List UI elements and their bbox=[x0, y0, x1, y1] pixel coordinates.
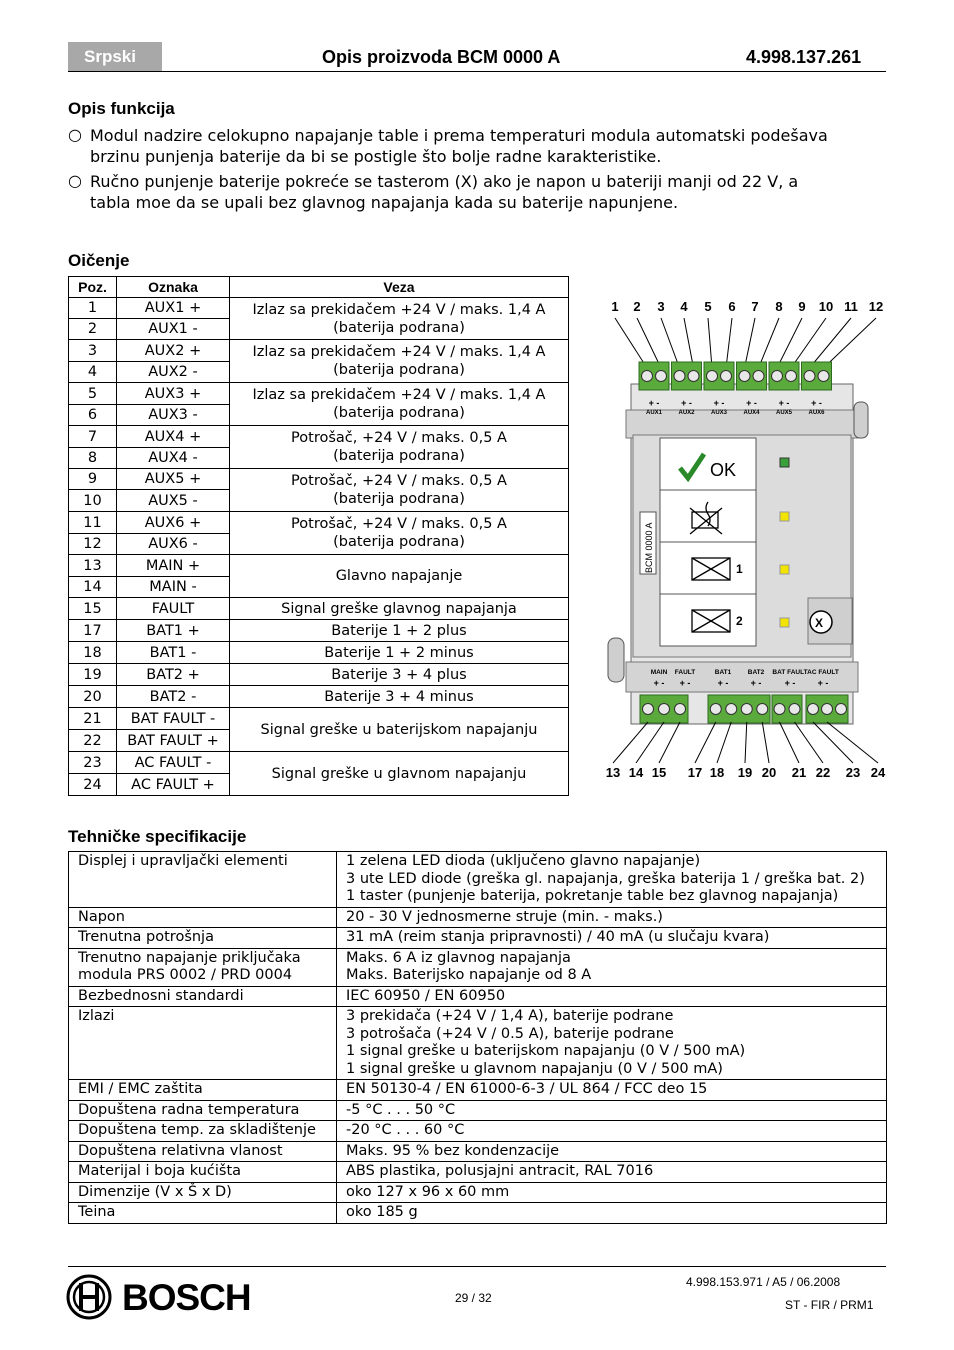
spec-row bbox=[69, 1162, 887, 1183]
position-cell: 4 bbox=[69, 362, 117, 383]
table-row bbox=[69, 598, 569, 620]
label-cell: AC FAULT - bbox=[117, 752, 230, 774]
bullet-line: Modul nadzire celokupno napajanje table i prema temperaturi modula automatski podešava bbox=[90, 126, 828, 145]
terminal-number: 17 bbox=[687, 765, 703, 780]
table-row bbox=[69, 512, 569, 534]
connection-cell bbox=[230, 555, 569, 598]
connection-line: (baterija podrana) bbox=[333, 362, 465, 378]
label-cell: AUX1 - bbox=[117, 319, 230, 340]
connection-line: Izlaz sa prekidačem +24 V / maks. 1,4 A bbox=[252, 387, 546, 403]
label-cell: AUX4 + bbox=[117, 426, 230, 448]
leader-line bbox=[726, 318, 732, 368]
connection-line: (baterija podrana) bbox=[333, 448, 465, 464]
spec-value-cell bbox=[337, 1141, 887, 1162]
spec-row bbox=[69, 1141, 887, 1162]
screw-icon bbox=[772, 371, 783, 382]
terminal-label: AUX3 bbox=[710, 410, 728, 416]
spec-value-line: oko 185 g bbox=[346, 1204, 418, 1220]
label-cell: AUX5 - bbox=[117, 490, 230, 512]
terminal-label: AUX2 bbox=[678, 410, 695, 416]
connection-line: Signal greške u glavnom napajanju bbox=[271, 765, 527, 782]
spec-value-line: oko 127 x 96 x 60 mm bbox=[346, 1183, 510, 1200]
spec-value-line: 3 prekidača (+24 V / 1,4 A), baterije podrane bbox=[346, 1008, 674, 1024]
terminal-number: 7 bbox=[751, 299, 759, 314]
connection-line: Baterije 1 + 2 minus bbox=[324, 644, 474, 661]
leader-line bbox=[615, 318, 647, 368]
terminal-number: 19 bbox=[737, 765, 753, 780]
screw-icon bbox=[643, 704, 654, 715]
mains-fault-led bbox=[780, 512, 789, 521]
bullet-line: Ručno punjenje baterije pokreće se tasterom (X) ako je napon u bateriji manji od 22 V, a bbox=[90, 172, 799, 191]
position-cell: 20 bbox=[69, 686, 117, 708]
screw-icon bbox=[710, 704, 721, 715]
bosch-logo bbox=[66, 1274, 276, 1326]
terminal-number: 5 bbox=[704, 299, 712, 314]
spec-row bbox=[69, 928, 887, 949]
spec-key-cell bbox=[69, 1080, 337, 1101]
polarity-label: + - bbox=[648, 398, 660, 408]
connection-line: (baterija podrana) bbox=[333, 534, 465, 550]
connection-line: Potrošač, +24 V / maks. 0,5 A bbox=[291, 516, 507, 532]
spec-row bbox=[69, 1100, 887, 1121]
label-cell: BAT FAULT - bbox=[117, 708, 230, 730]
spec-key-cell bbox=[69, 1162, 337, 1183]
spec-row bbox=[69, 986, 887, 1007]
spec-row bbox=[69, 1121, 887, 1142]
ok-label: OK bbox=[710, 460, 737, 480]
spec-value-line: 1 zelena LED dioda (uključeno glavno napajanje) bbox=[346, 853, 701, 869]
function-bullet-2 bbox=[68, 171, 888, 215]
spec-key-cell bbox=[69, 1141, 337, 1162]
spec-value-cell bbox=[337, 1007, 887, 1080]
spec-value-line: EN 50130-4 / EN 61000-6-3 / UL 864 / FCC deo 15 bbox=[346, 1081, 708, 1097]
document-reference: 4.998.153.971 / A5 / 06.2008 bbox=[686, 1275, 841, 1289]
leader-line bbox=[827, 722, 878, 763]
table-row bbox=[69, 340, 569, 362]
connection-cell bbox=[230, 426, 569, 469]
polarity-label: + - bbox=[746, 398, 757, 408]
connection-line: Potrošač, +24 V / maks. 0,5 A bbox=[291, 430, 507, 446]
spec-value-line: 31 mA (reim stanja pripravnosti) / 40 mA (u slučaju kvara) bbox=[346, 929, 770, 945]
position-cell: 23 bbox=[69, 752, 117, 774]
label-cell: AUX3 + bbox=[117, 383, 230, 405]
spec-key-line: Materijal i boja kućišta bbox=[78, 1163, 242, 1179]
terminal-number: 22 bbox=[815, 765, 831, 780]
table-row bbox=[69, 469, 569, 490]
screw-icon bbox=[642, 371, 653, 382]
label-cell: AUX6 + bbox=[117, 512, 230, 534]
leader-line bbox=[684, 318, 694, 368]
terminal-number: 9 bbox=[798, 299, 806, 314]
charge-button-label: X bbox=[815, 616, 824, 630]
spec-value-cell bbox=[337, 1100, 887, 1121]
spec-row bbox=[69, 1203, 887, 1224]
connection-line: (baterija podrana) bbox=[333, 405, 465, 421]
bullet-line: brzinu punjenja baterije da bi se postigle što bolje radne karakteristike. bbox=[90, 147, 662, 166]
spec-key-cell bbox=[69, 928, 337, 949]
position-cell: 19 bbox=[69, 664, 117, 686]
spec-value-line: Maks. 6 A iz glavnog napajanja bbox=[346, 949, 571, 966]
table-header-row bbox=[69, 277, 569, 298]
position-cell: 18 bbox=[69, 642, 117, 664]
specs-table bbox=[68, 851, 887, 1224]
function-bullet-1 bbox=[68, 125, 888, 169]
spec-row bbox=[69, 1182, 887, 1203]
position-cell: 24 bbox=[69, 774, 117, 796]
power-led bbox=[780, 458, 789, 467]
position-cell: 7 bbox=[69, 426, 117, 448]
wiring-table bbox=[68, 276, 569, 796]
leader-line bbox=[791, 318, 826, 368]
terminal-number: 3 bbox=[657, 299, 665, 314]
terminal-label: MAIN bbox=[650, 669, 668, 676]
table-row bbox=[69, 298, 569, 319]
screw-icon bbox=[774, 704, 785, 715]
terminal-label: AUX5 bbox=[775, 410, 793, 416]
module-label: BCM 0000 A bbox=[644, 522, 654, 573]
battery-1-number: 1 bbox=[736, 562, 743, 576]
polarity-label: + - bbox=[653, 678, 665, 688]
connection-cell bbox=[230, 708, 569, 752]
language-tab: Srpski bbox=[68, 42, 162, 72]
leader-line bbox=[717, 722, 731, 763]
spec-value-line: 1 signal greške u baterijskom napajanju (0 V / 500 mA) bbox=[346, 1043, 746, 1059]
spec-key-line: Dopuštena temp. za skladištenje bbox=[78, 1122, 316, 1138]
spec-value-line: Maks. Baterijsko napajanje od 8 A bbox=[346, 967, 592, 983]
terminal-number: 10 bbox=[818, 299, 834, 314]
polarity-label: + - bbox=[778, 398, 790, 408]
spec-value-cell bbox=[337, 1121, 887, 1142]
position-cell: 2 bbox=[69, 319, 117, 340]
terminal-label: AUX1 bbox=[645, 410, 663, 416]
connection-line: Izlaz sa prekidačem +24 V / maks. 1,4 A bbox=[252, 301, 546, 318]
spec-key-cell bbox=[69, 1203, 337, 1224]
specs-heading: Tehničke specifikacije bbox=[68, 827, 247, 846]
label-cell: AUX1 + bbox=[117, 298, 230, 319]
spec-key-cell bbox=[69, 852, 337, 908]
battery-2-fault-led bbox=[780, 618, 789, 627]
terminal-number: 18 bbox=[709, 765, 725, 780]
spec-value-cell bbox=[337, 852, 887, 908]
leader-line bbox=[745, 318, 756, 368]
leader-line bbox=[708, 318, 712, 368]
connection-cell bbox=[230, 383, 569, 426]
terminal-label: AC FAULT bbox=[807, 669, 839, 676]
terminal-number: 2 bbox=[633, 299, 641, 314]
screw-icon bbox=[721, 371, 732, 382]
leader-line bbox=[659, 722, 680, 763]
label-cell: BAT1 + bbox=[117, 620, 230, 642]
connection-cell bbox=[230, 298, 569, 340]
terminal-number: 8 bbox=[775, 299, 783, 314]
connection-line: Baterije 1 + 2 plus bbox=[331, 622, 467, 639]
terminal-number: 12 bbox=[868, 299, 884, 314]
connection-line: Signal greške glavnog napajanja bbox=[281, 600, 517, 617]
label-cell: FAULT bbox=[117, 598, 230, 620]
terminal-number: 4 bbox=[680, 299, 688, 314]
table-row bbox=[69, 642, 569, 664]
bullet-line: tabla moe da se upali bez glavnog napajanja kada su baterije napunjene. bbox=[90, 193, 679, 212]
header-rule bbox=[68, 71, 886, 72]
spec-row bbox=[69, 948, 887, 986]
label-cell: BAT1 - bbox=[117, 642, 230, 664]
leader-line bbox=[613, 722, 648, 763]
leader-line bbox=[824, 318, 877, 368]
bullet-circle-icon: ○ bbox=[68, 171, 82, 190]
spec-value-line: 1 signal greške u glavnom napajanju (0 V / 500 mA) bbox=[346, 1060, 723, 1077]
spec-key-cell bbox=[69, 948, 337, 986]
connection-line: Glavno napajanje bbox=[335, 568, 463, 584]
spec-value-cell bbox=[337, 1080, 887, 1101]
leader-line bbox=[661, 318, 680, 368]
position-cell: 3 bbox=[69, 340, 117, 362]
screw-icon bbox=[786, 371, 797, 382]
polarity-label: + - bbox=[811, 398, 822, 408]
position-cell: 14 bbox=[69, 577, 117, 598]
battery-2-number: 2 bbox=[736, 614, 743, 628]
connection-cell bbox=[230, 512, 569, 555]
spec-value-line: -5 °C . . . 50 °C bbox=[346, 1101, 456, 1118]
column-header: Poz. bbox=[69, 277, 117, 298]
label-cell: AUX2 - bbox=[117, 362, 230, 383]
spec-value-line: Maks. 95 % bez kondenzacije bbox=[346, 1142, 560, 1159]
spec-value-line: ABS plastika, polusjajni antracit, RAL 7016 bbox=[346, 1163, 654, 1179]
leader-line bbox=[695, 722, 716, 763]
position-cell: 9 bbox=[69, 469, 117, 490]
leader-line bbox=[780, 722, 800, 763]
spec-key-line: Trenutna potrošnja bbox=[78, 929, 214, 945]
screw-icon bbox=[822, 704, 833, 715]
screw-icon bbox=[808, 704, 819, 715]
screw-icon bbox=[836, 704, 847, 715]
module-diagram bbox=[596, 290, 896, 790]
position-cell: 5 bbox=[69, 383, 117, 405]
terminal-label: FAULT bbox=[674, 669, 696, 676]
spec-key-line: Trenutno napajanje priključaka bbox=[78, 949, 301, 966]
page-number: 29 / 32 bbox=[455, 1291, 492, 1305]
terminal-number: 6 bbox=[728, 299, 736, 314]
spec-key-line: Dimenzije (V x Š x D) bbox=[78, 1183, 232, 1200]
screw-icon bbox=[739, 371, 750, 382]
position-cell: 11 bbox=[69, 512, 117, 534]
connection-cell bbox=[230, 752, 569, 796]
connection-line: Potrošač, +24 V / maks. 0,5 A bbox=[291, 473, 507, 489]
position-cell: 13 bbox=[69, 555, 117, 577]
spec-row bbox=[69, 1080, 887, 1101]
spec-key-line: Dopuštena radna temperatura bbox=[78, 1101, 300, 1118]
terminal-number: 24 bbox=[870, 765, 886, 780]
spec-key-line: EMI / EMC zaštita bbox=[78, 1081, 203, 1097]
spec-key-cell bbox=[69, 986, 337, 1007]
connection-cell bbox=[230, 642, 569, 664]
terminal-number: 1 bbox=[611, 299, 619, 314]
connection-cell bbox=[230, 469, 569, 512]
position-cell: 1 bbox=[69, 298, 117, 319]
terminal-number: 20 bbox=[761, 765, 777, 780]
department-code: ST - FIR / PRM1 bbox=[785, 1298, 874, 1312]
label-cell: AUX6 - bbox=[117, 534, 230, 555]
screw-icon bbox=[656, 371, 667, 382]
connection-cell bbox=[230, 620, 569, 642]
screw-icon bbox=[674, 371, 685, 382]
connection-line: (baterija podrana) bbox=[333, 491, 465, 507]
screw-icon bbox=[675, 704, 686, 715]
leader-line bbox=[745, 722, 747, 763]
leader-line bbox=[762, 722, 769, 763]
table-row bbox=[69, 555, 569, 577]
connection-cell bbox=[230, 664, 569, 686]
position-cell: 10 bbox=[69, 490, 117, 512]
spec-key-line: Izlazi bbox=[78, 1008, 115, 1024]
polarity-label: + - bbox=[679, 678, 691, 688]
label-cell: MAIN - bbox=[117, 577, 230, 598]
terminal-number: 15 bbox=[651, 765, 667, 780]
screw-icon bbox=[726, 704, 737, 715]
label-cell: BAT2 + bbox=[117, 664, 230, 686]
terminal-label: AUX6 bbox=[808, 410, 825, 416]
table-row bbox=[69, 664, 569, 686]
spec-value-cell bbox=[337, 1203, 887, 1224]
spec-value-line: 3 potrošača (+24 V / 0.5 A), baterije podrane bbox=[346, 1025, 674, 1042]
connection-line: Signal greške u baterijskom napajanju bbox=[260, 721, 538, 738]
wiring-heading: Oičenje bbox=[68, 251, 130, 270]
spec-value-line: 20 - 30 V jednosmerne struje (min. - maks.) bbox=[346, 908, 663, 925]
screw-icon bbox=[753, 371, 764, 382]
footer-rule bbox=[68, 1266, 886, 1267]
spec-key-cell bbox=[69, 907, 337, 928]
polarity-label: + - bbox=[681, 398, 692, 408]
bullet-circle-icon: ○ bbox=[68, 125, 82, 144]
spec-key-line: Displej i upravljački elementi bbox=[78, 853, 288, 869]
table-row bbox=[69, 752, 569, 774]
screw-icon bbox=[741, 704, 752, 715]
spec-key-line: modula PRS 0002 / PRD 0004 bbox=[78, 967, 293, 983]
terminal-number: 14 bbox=[628, 765, 644, 780]
label-cell: MAIN + bbox=[117, 555, 230, 577]
screw-icon bbox=[707, 371, 718, 382]
table-row bbox=[69, 620, 569, 642]
column-header: Veza bbox=[230, 277, 569, 298]
table-row bbox=[69, 708, 569, 730]
label-cell: AUX4 - bbox=[117, 448, 230, 469]
spec-row bbox=[69, 907, 887, 928]
leader-line bbox=[759, 318, 780, 368]
connection-line: Baterije 3 + 4 minus bbox=[324, 688, 474, 705]
page-title: Opis proizvoda BCM 0000 A bbox=[322, 47, 561, 67]
screw-icon bbox=[804, 371, 815, 382]
terminal-label: BAT2 bbox=[747, 669, 765, 676]
spec-key-line: Bezbednosni standardi bbox=[78, 987, 244, 1004]
label-cell: AUX2 + bbox=[117, 340, 230, 362]
table-row bbox=[69, 426, 569, 448]
polarity-label: + - bbox=[817, 678, 829, 688]
label-cell: AUX5 + bbox=[117, 469, 230, 490]
spec-row bbox=[69, 852, 887, 908]
spec-value-line: -20 °C . . . 60 °C bbox=[346, 1122, 465, 1138]
battery-1-fault-led bbox=[780, 565, 789, 574]
spec-value-cell bbox=[337, 907, 887, 928]
spec-key-line: Napon bbox=[78, 908, 125, 925]
label-cell: BAT2 - bbox=[117, 686, 230, 708]
table-row bbox=[69, 383, 569, 405]
screw-icon bbox=[757, 704, 768, 715]
position-cell: 12 bbox=[69, 534, 117, 555]
connection-cell bbox=[230, 598, 569, 620]
spec-value-line: 3 ute LED diode (greška gl. napajanja, greška baterija 1 / greška bat. 2) bbox=[346, 870, 865, 887]
terminal-label: AUX4 bbox=[743, 410, 760, 416]
spec-value-cell bbox=[337, 1182, 887, 1203]
spec-value-line: IEC 60950 / EN 60950 bbox=[346, 987, 506, 1004]
position-cell: 6 bbox=[69, 405, 117, 426]
spec-key-cell bbox=[69, 1182, 337, 1203]
spec-key-line: Teina bbox=[78, 1204, 116, 1220]
position-cell: 15 bbox=[69, 598, 117, 620]
leader-line bbox=[810, 318, 852, 368]
label-cell: AUX3 - bbox=[117, 405, 230, 426]
screw-icon bbox=[818, 371, 829, 382]
function-heading: Opis funkcija bbox=[68, 99, 175, 118]
spec-key-line: Dopuštena relativna vlanost bbox=[78, 1142, 283, 1159]
screw-icon bbox=[789, 704, 800, 715]
document-number: 4.998.137.261 bbox=[746, 47, 862, 67]
leader-line bbox=[777, 318, 802, 368]
position-cell: 21 bbox=[69, 708, 117, 730]
terminal-number: 21 bbox=[791, 765, 807, 780]
position-cell: 8 bbox=[69, 448, 117, 469]
spec-value-cell bbox=[337, 948, 887, 986]
column-header: Oznaka bbox=[117, 277, 230, 298]
terminal-number: 11 bbox=[844, 299, 858, 314]
spec-key-cell bbox=[69, 1007, 337, 1080]
terminal-label: BAT FAULT bbox=[772, 669, 808, 676]
terminal-number: 13 bbox=[605, 765, 621, 780]
polarity-label: + - bbox=[784, 678, 796, 688]
connection-line: Baterije 3 + 4 plus bbox=[331, 666, 467, 683]
leader-line bbox=[636, 722, 664, 763]
position-cell: 22 bbox=[69, 730, 117, 752]
spec-value-cell bbox=[337, 928, 887, 949]
spec-key-cell bbox=[69, 1121, 337, 1142]
leader-line bbox=[637, 318, 661, 368]
connection-cell bbox=[230, 686, 569, 708]
spec-value-cell bbox=[337, 1162, 887, 1183]
spec-key-cell bbox=[69, 1100, 337, 1121]
polarity-label: + - bbox=[713, 398, 725, 408]
polarity-label: + - bbox=[717, 678, 729, 688]
label-cell: AC FAULT + bbox=[117, 774, 230, 796]
connection-cell bbox=[230, 340, 569, 383]
polarity-label: + - bbox=[750, 678, 762, 688]
label-cell: BAT FAULT + bbox=[117, 730, 230, 752]
screw-icon bbox=[688, 371, 699, 382]
brand-name: BOSCH bbox=[122, 1277, 251, 1318]
screw-icon bbox=[659, 704, 670, 715]
spec-row bbox=[69, 1007, 887, 1080]
terminal-number: 23 bbox=[845, 765, 861, 780]
terminal-label: BAT1 bbox=[714, 669, 732, 676]
connection-line: (baterija podrana) bbox=[333, 319, 465, 336]
spec-value-line: 1 taster (punjenje baterija, pokretanje table bez glavnog napajanja) bbox=[346, 888, 839, 904]
connection-line: Izlaz sa prekidačem +24 V / maks. 1,4 A bbox=[252, 344, 546, 360]
table-row bbox=[69, 686, 569, 708]
position-cell: 17 bbox=[69, 620, 117, 642]
spec-value-cell bbox=[337, 986, 887, 1007]
